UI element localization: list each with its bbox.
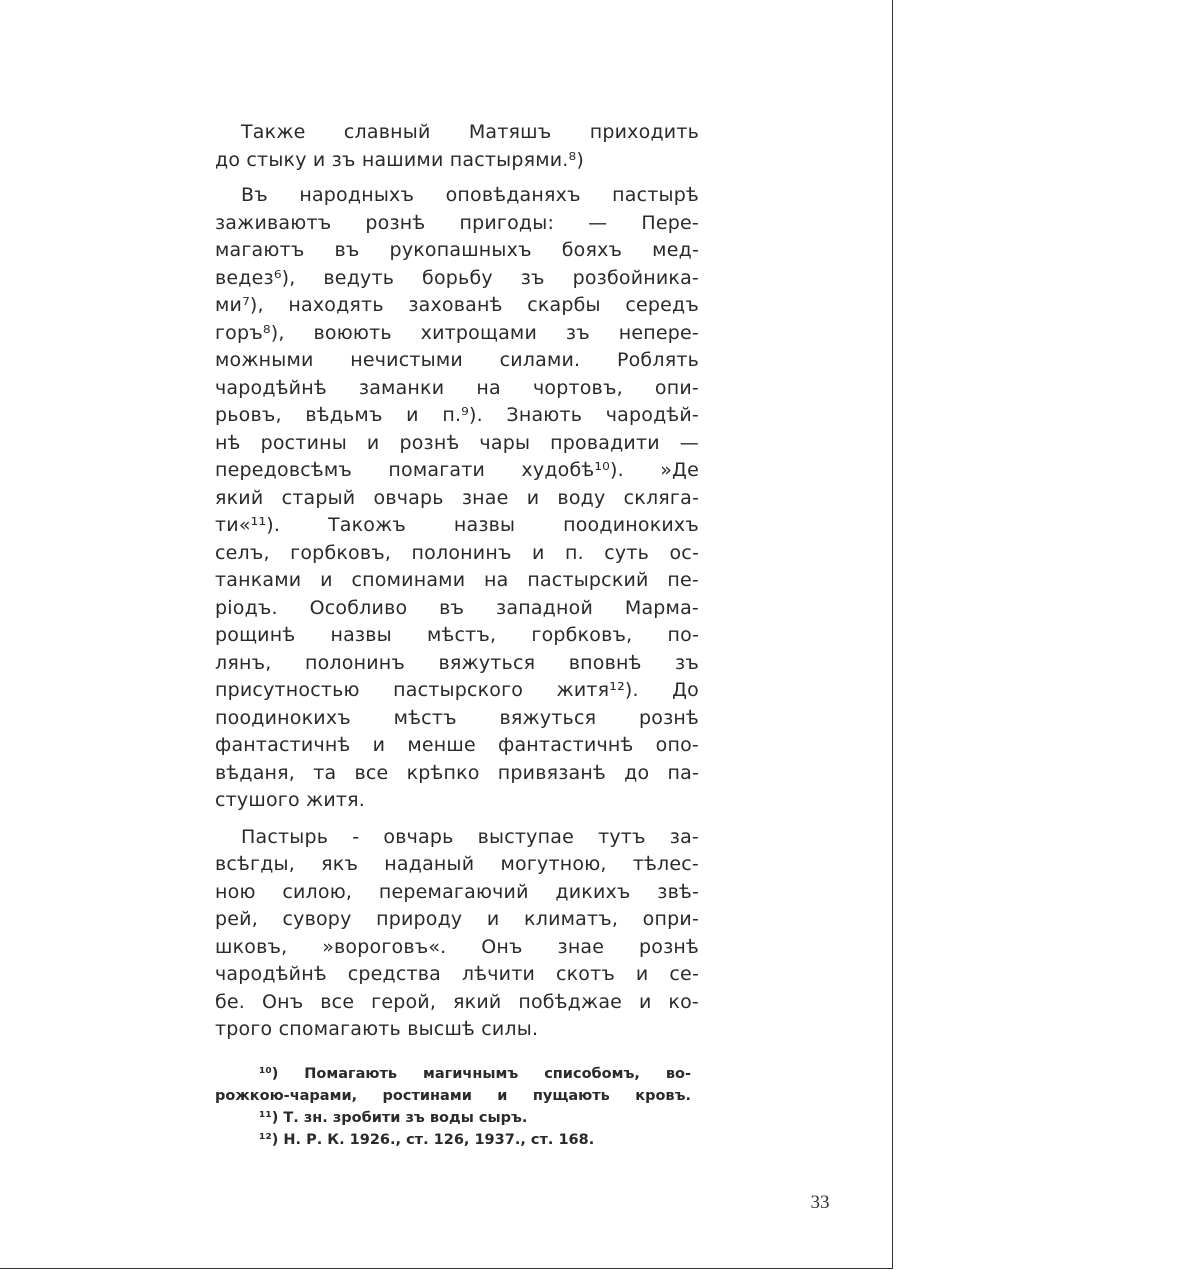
text-line: горъ⁸), воюють хитрощами зъ непере-: [215, 321, 699, 344]
text-line: Въ народныхъ оповѣданяхъ пастырѣ: [241, 184, 699, 206]
text-line: чародѣйнѣ средства лѣчити скотъ и се-: [215, 963, 699, 985]
paragraph-gap: [215, 174, 699, 182]
text-line: магаютъ въ рукопашныхъ бояхъ мед-: [215, 239, 699, 261]
text-line: ти«¹¹). Такожъ назвы поодинокихъ: [215, 514, 699, 536]
text-line: бе. Онъ все герой, який побѣджае и ко-: [215, 990, 699, 1013]
text-line: до стыку и зъ нашими пастырями.⁸): [215, 148, 584, 171]
text-line: ми⁷), находять захованѣ скарбы середъ: [215, 294, 699, 316]
page-number: 33: [810, 1192, 830, 1213]
text-line: який старый овчарь знае и воду склягa-: [215, 486, 699, 509]
text-line: можными нечистыми силами. Роблять: [215, 349, 699, 371]
text-line: селъ, горбковъ, полонинъ и п. суть ос-: [215, 541, 699, 564]
footnotes: [215, 1063, 691, 1151]
text-line: вѣданя, та все крѣпко привязанѣ до па-: [215, 761, 699, 784]
text-line: рьовъ, вѣдьмъ и п.⁹). Знають чародѣй-: [215, 404, 699, 426]
text-line: Также славный Матяшъ приходить: [241, 121, 699, 143]
text-line: фантастичнѣ и менше фантастичнѣ опо-: [215, 734, 699, 756]
footnote-line: рожкою-чарами, ростинами и пущають кровъ.: [215, 1088, 691, 1104]
text-line: ріодъ. Особливо въ западной Мармa-: [215, 596, 699, 619]
text-line: всѣгды, якъ наданый могутною, тѣлес-: [215, 853, 699, 875]
footnote-line: ¹¹) Т. зн. зробити зъ воды сыръ.: [259, 1110, 528, 1126]
text-line: Пастырь - овчарь выступае тутъ за-: [241, 825, 699, 848]
text-line: рощинѣ назвы мѣстъ, горбковъ, по-: [215, 624, 699, 646]
text-line: передовсѣмъ помагати худобѣ¹⁰). »Де: [215, 459, 699, 481]
text-line: рей, сувору природу и климатъ, опри-: [215, 908, 699, 930]
text-line: ведез⁶), ведуть борьбу зъ розбойника-: [215, 266, 699, 289]
text-line: заживаютъ рознѣ пригоды: — Пере-: [215, 211, 699, 234]
text-line: поодинокихъ мѣстъ вяжуться рознѣ: [215, 706, 699, 729]
body-text: [215, 119, 699, 1044]
footnote-line: ¹⁰) Помагають магичнымъ списобомъ, во-: [259, 1066, 691, 1082]
text-line: чародѣйнѣ заманки на чортовъ, опи-: [215, 376, 699, 399]
text-line: ною силою, перемагаючий дикихъ звѣ-: [215, 880, 699, 903]
footnote-line: ¹²) Н. Р. К. 1926., ст. 126, 1937., ст. 168.: [259, 1132, 595, 1148]
paragraph-gap: [215, 815, 699, 824]
text-line: стушого житя.: [215, 789, 366, 811]
text-line: шковъ, »вороговъ«. Онъ знае рознѣ: [215, 935, 699, 958]
text-line: лянъ, полонинъ вяжуться вповнѣ зъ: [215, 651, 699, 674]
text-line: танками и споминами на пастырский пе-: [215, 569, 699, 591]
text-line: присутностью пастырского житя¹²). До: [215, 679, 699, 701]
text-line: нѣ ростины и рознѣ чары провадити —: [215, 431, 699, 454]
text-line: трого спомагають высшѣ силы.: [215, 1018, 539, 1040]
